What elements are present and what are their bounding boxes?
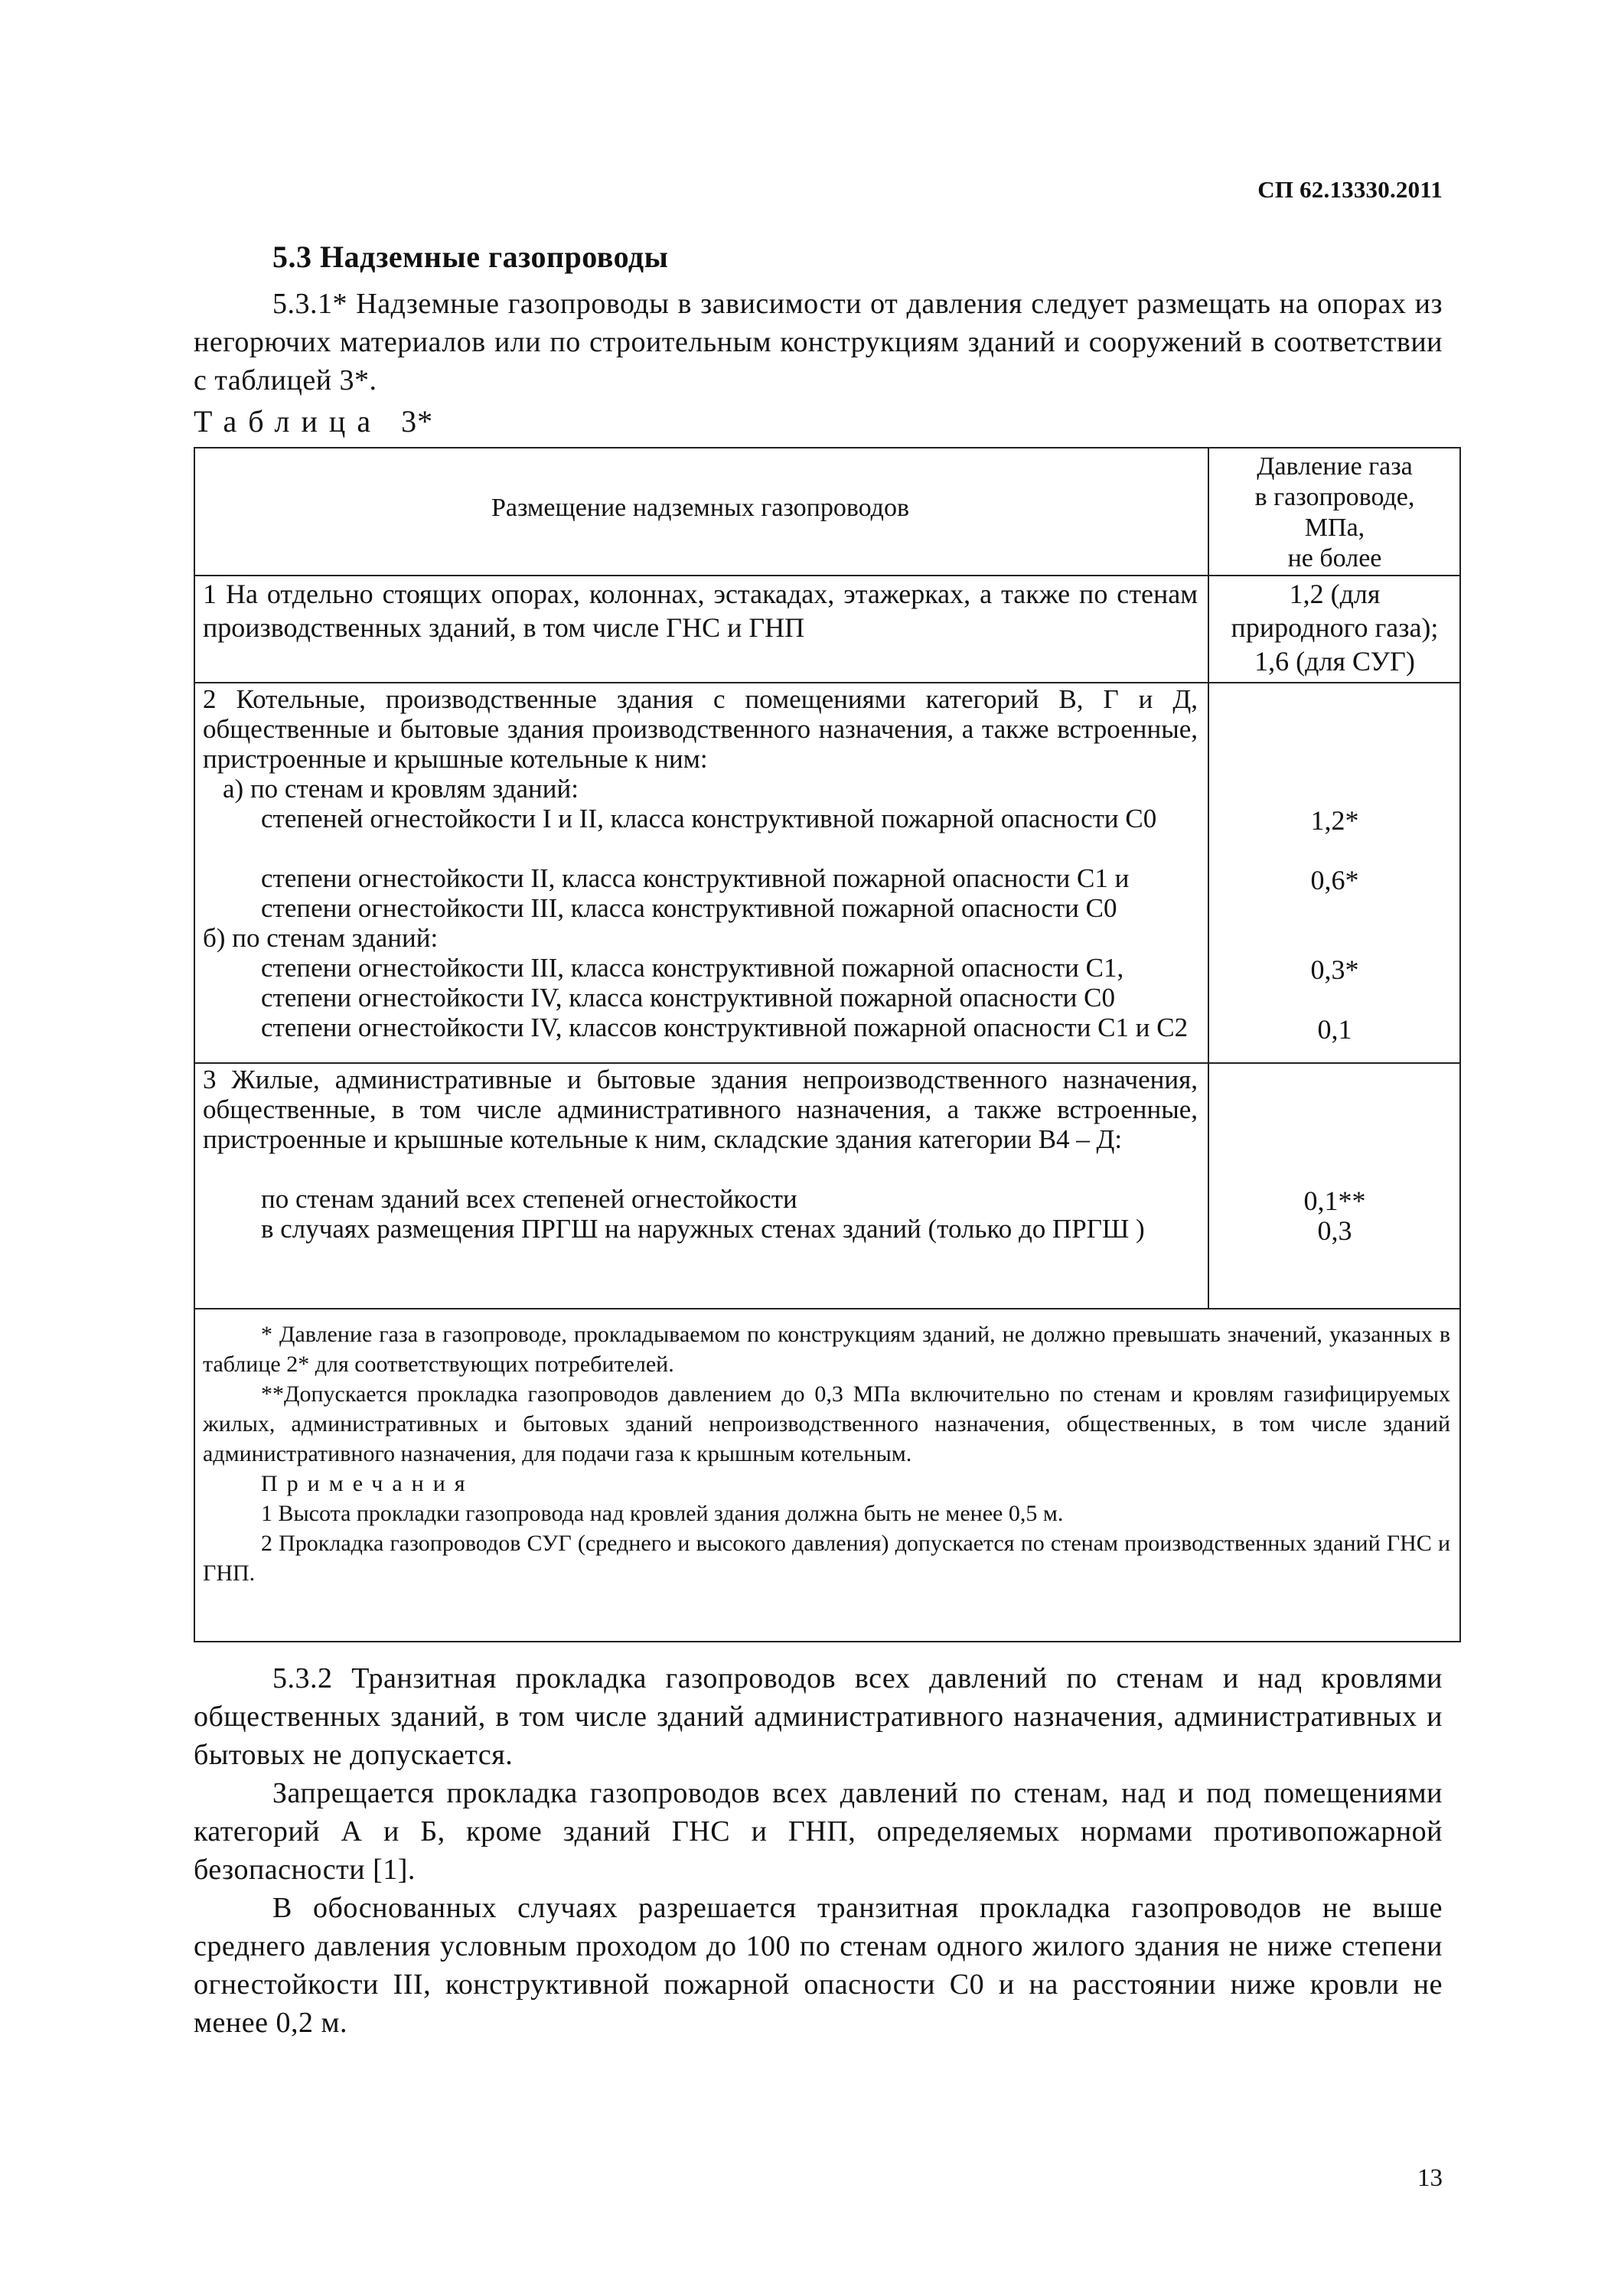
document-code: СП 62.13330.2011: [1257, 176, 1443, 203]
note-2: 2 Прокладка газопроводов СУГ (среднего и высокого давления) допускается по стенам производственных зданий ГНС и ГНП.: [203, 1531, 1450, 1586]
row2-a2-line: степени огнестойкости III, класса конструктивной пожарной опасности С0: [261, 893, 1117, 923]
row2-a1-value: 1,2*: [1310, 805, 1359, 836]
paragraph-5-3-1: 5.3.1* Надземные газопроводы в зависимости от давления следует размещать на опорах из негорючих материалов или по строительным конструкциям зданий и сооружений в соответствии с таблицей 3*.: [194, 288, 1443, 396]
row2-a2: [203, 863, 1198, 923]
row3-item2: в случаях размещения ПРГШ на наружных стенах зданий (только до ПРГШ ): [261, 1214, 1145, 1244]
section-title: 5.3 Надземные газопроводы: [272, 240, 669, 274]
row2-b1-value: 0,3*: [1310, 954, 1359, 985]
row1-value-line: 1,6 (для СУГ): [1254, 646, 1415, 677]
header-pressure-line: не более: [1287, 544, 1382, 572]
header-pressure: [1210, 452, 1459, 574]
row-divider: [195, 682, 1459, 683]
table-notes: [203, 1319, 1450, 1588]
column-divider: [1208, 448, 1209, 1308]
header-pressure-line: Давление газа: [1257, 452, 1413, 481]
row2-intro: 2 Котельные, производственные здания с помещениями категорий В, Г и Д, общественные и бытовые здания производственного назначения, а также встроенные, пристроенные и крышные котельные к ним:: [203, 684, 1198, 774]
row-divider: [195, 1062, 1459, 1064]
table-caption-number: 3*: [401, 404, 434, 439]
page-number: 13: [1417, 2164, 1443, 2192]
row2-b2: степени огнестойкости IV, классов конструктивной пожарной опасности С1 и С2: [261, 1013, 1189, 1042]
table-caption: [194, 403, 433, 439]
paragraph-5-3-2: 5.3.2 Транзитная прокладка газопроводов всех давлений по стенам и над кровлями общественных зданий, в том числе зданий административного назначения, административных и бытовых не допускается.: [194, 1662, 1443, 1771]
row-divider: [195, 1308, 1459, 1309]
footnote-2: **Допускается прокладка газопроводов давлением до 0,3 МПа включительно по стенам и кровлям газифицируемых жилых, административных и бытовых зданий непроизводственного назначения, общественных, в том числе зданий административного назначения, для подачи газа к крышным котельным.: [203, 1381, 1450, 1466]
row2-b1: [203, 953, 1198, 1013]
row3-item1-value: 0,1**: [1303, 1186, 1366, 1216]
header-placement: Размещение надземных газопроводов: [491, 494, 910, 522]
row2-a1: степеней огнестойкости I и II, класса конструктивной пожарной опасности С0: [261, 804, 1157, 833]
header-pressure-line: в газопроводе,: [1254, 483, 1415, 511]
row2-b-label: б) по стенам зданий:: [203, 923, 439, 953]
row2-b1-line: степени огнестойкости III, класса конструктивной пожарной опасности С1,: [261, 953, 1124, 983]
row2-a2-line: степени огнестойкости II, класса конструктивной пожарной опасности С1 и: [261, 863, 1130, 893]
table-caption-word: Таблица: [194, 404, 383, 439]
row3-item1: по стенам зданий всех степеней огнестойкости: [261, 1184, 797, 1214]
note-1: 1 Высота прокладки газопровода над кровлей здания должна быть не менее 0,5 м.: [261, 1501, 1064, 1526]
row2-a2-value: 0,6*: [1310, 865, 1359, 895]
row2-a-label: а) по стенам и кровлям зданий:: [223, 774, 579, 804]
row3-item2-value: 0,3: [1317, 1215, 1352, 1246]
paragraph-prohibition: Запрещается прокладка газопроводов всех давлений по стенам, над и под помещениями категорий А и Б, кроме зданий ГНС и ГНП, определяемых нормами противопожарной безопасности [1].: [194, 1777, 1443, 1886]
header-pressure-line: МПа,: [1304, 514, 1365, 542]
row-divider: [195, 575, 1459, 576]
notes-title: Примечания: [261, 1471, 474, 1496]
row2-b2-value: 0,1: [1317, 1014, 1352, 1045]
table-3: [194, 447, 1461, 1642]
row1-value-line: 1,2 (для: [1289, 579, 1381, 609]
row2-b1-line: степени огнестойкости IV, класса конструктивной пожарной опасности С0: [261, 983, 1115, 1013]
footnote-1: * Давление газа в газопроводе, прокладываемом по конструкциям зданий, не должно превышать значений, указанных в таблице 2* для соответствующих потребителей.: [203, 1322, 1450, 1377]
row1-values: [1210, 577, 1459, 678]
row1-text: 1 На отдельно стоящих опорах, колоннах, эстакадах, этажерках, а также по стенам производственных зданий, в том числе ГНС и ГНП: [203, 579, 1198, 643]
row1-value-line: природного газа);: [1231, 612, 1439, 643]
paragraph-exception: В обоснованных случаях разрешается транзитная прокладка газопроводов не выше среднего давления условным проходом до 100 по стенам одного жилого здания не ниже степени огнестойкости III, конструктивной пожарной опасности С0 и на расстоянии ниже кровли не менее 0,2 м.: [194, 1892, 1443, 2039]
row3-intro: 3 Жилые, административные и бытовые здания непроизводственного назначения, общественные, в том числе административного назначения, а также встроенные, пристроенные и крышные котельные к ним, складские здания категории В4 – Д:: [203, 1065, 1198, 1154]
